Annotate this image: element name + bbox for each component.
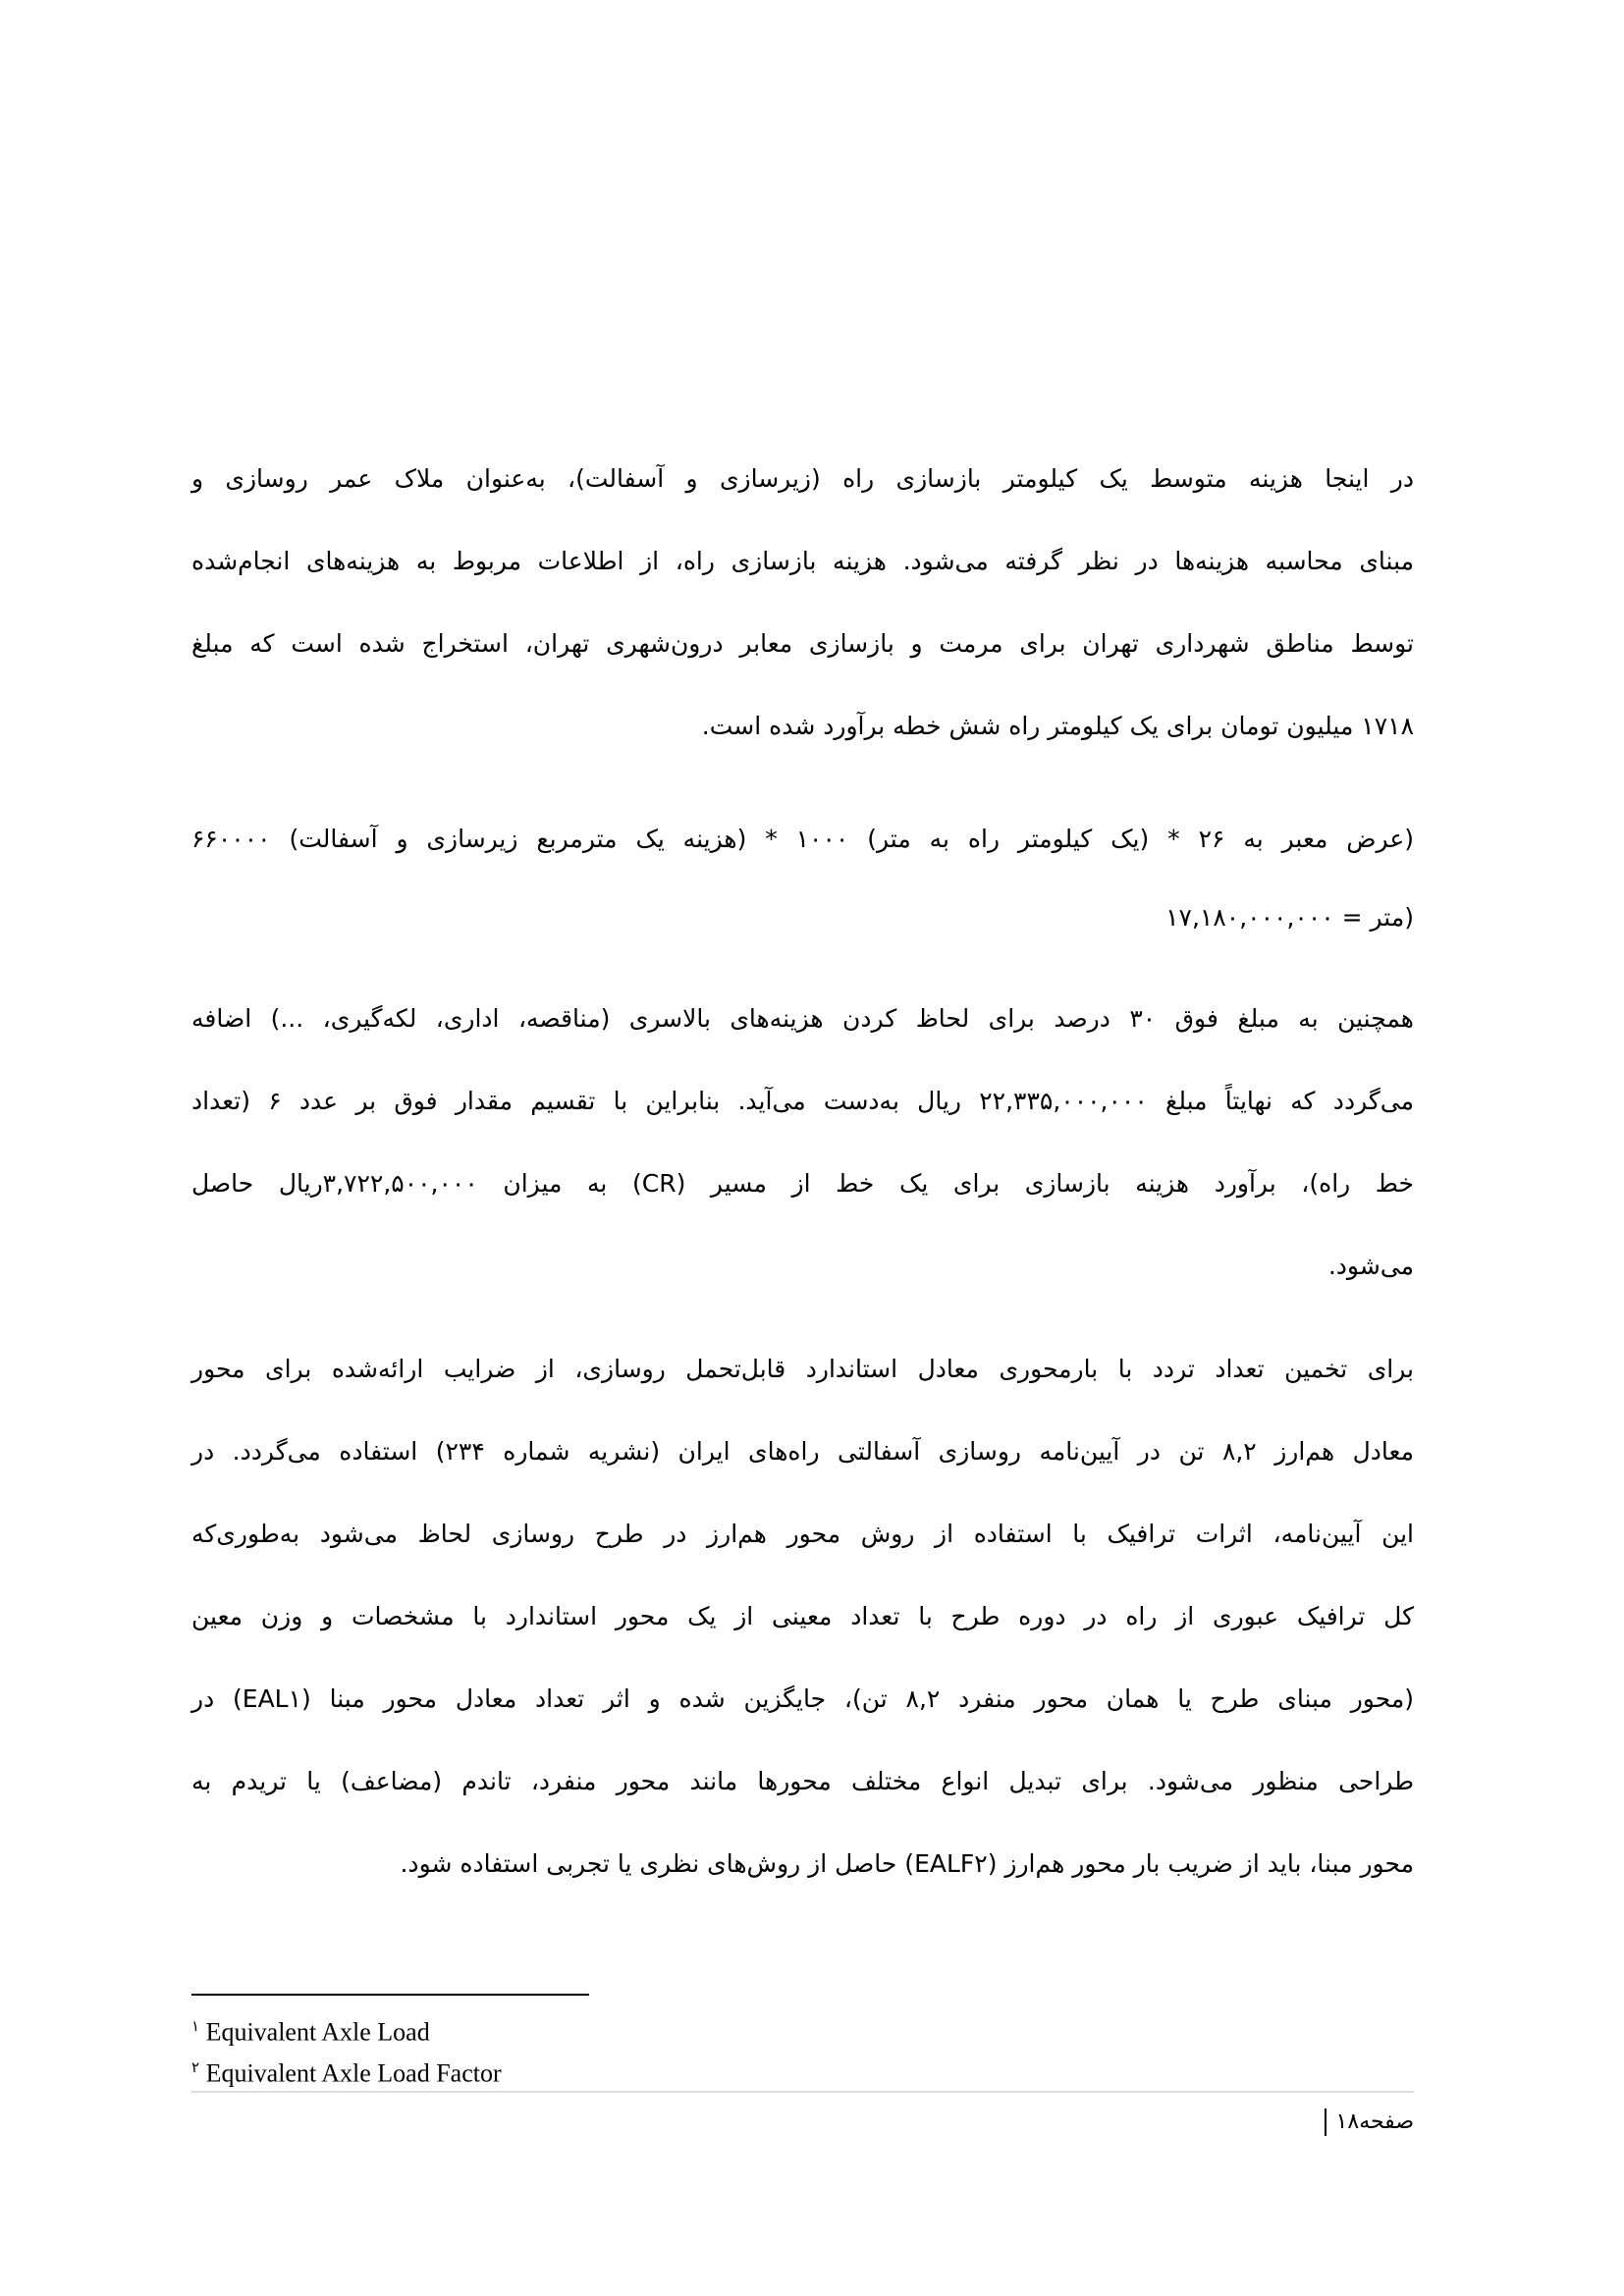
footnote-text: Equivalent Axle Load [205,2017,430,2047]
formula-line: (عرض معبر به ۲۶ * (یک کیلومتر راه به متر) ۱۰۰۰ * (هزینه یک مترمربع زیرسازی و آسفالت) ۶۶۰۰۰۰ [191,825,1414,853]
text-line: خط راه)، برآورد هزینه بازسازی برای یک خط از مسیر (CR) به میزان ۳,۷۲۲,۵۰۰,۰۰۰ریال حاصل [191,1169,1414,1198]
text-line: توسط مناطق شهرداری تهران برای مرمت و بازسازی معابر درون‌شهری تهران، استخراج شده است که مبلغ [191,629,1414,658]
text-line: همچنین به مبلغ فوق ۳۰ درصد برای لحاظ کردن هزینه‌های بالاسری (مناقصه، اداری، لکه‌گیری، ...) اضافه [191,1004,1414,1033]
footnote-mark: ۱ [191,2019,200,2035]
text-line: می‌شود. [1327,1252,1414,1280]
text-line: این آیین‌نامه، اثرات ترافیک با استفاده از روش محور هم‌ارز در طرح روسازی لحاظ می‌شود به‌طوری‌که [191,1520,1414,1548]
footer-divider [191,2091,1414,2093]
text-line: کل ترافیک عبوری از راه در دوره طرح با تعداد معینی از یک محور استاندارد با مشخصات و وزن معین [191,1602,1414,1630]
text-line: محور مبنا، باید از ضریب بار محور هم‌ارز (EALF۲) حاصل از روش‌های نظری یا تجربی استفاده شود. [400,1849,1414,1878]
page-number: صفحه۱۸ [1335,2109,1414,2134]
text-line: می‌گردد که نهایتاً مبلغ ۲۲,۳۳۵,۰۰۰,۰۰۰ ریال به‌دست می‌آید. بنابراین با تقسیم مقدار فوق بر عدد ۶ (تعداد [191,1087,1414,1115]
text-line: ۱۷۱۸ میلیون تومان برای یک کیلومتر راه شش خطه برآورد شده است. [701,712,1414,740]
text-line: (محور مبنای طرح یا همان محور منفرد ۸,۲ تن)، جایگزین شده و اثر تعداد معادل محور مبنا (EAL۱) در [191,1684,1415,1713]
page-footer [1325,2107,1414,2138]
footnote-2 [191,2053,502,2090]
text-line: معادل هم‌ارز ۸,۲ تن در آیین‌نامه روسازی آسفالتی راه‌های ایران (نشریه شماره ۲۳۴) استفاده می‌گردد. در [191,1437,1414,1466]
footnote-mark: ۲ [191,2060,200,2076]
footnote-text: Equivalent Axle Load Factor [205,2058,502,2088]
footer-bar [1325,2109,1326,2136]
footnote-1 [191,2011,430,2049]
formula-result: (متر = ۱۷,۱۸۰,۰۰۰,۰۰۰ [1165,903,1414,932]
text-line: در اینجا هزینه متوسط یک کیلومتر بازسازی راه (زیرسازی و آسفالت)، به‌عنوان ملاک عمر روسازی و [191,464,1414,493]
text-line: مبنای محاسبه هزینه‌ها در نظر گرفته می‌شود. هزینه بازسازی راه، از اطلاعات مربوط به هزینه‌های انجام‌شده [191,547,1414,575]
text-line: برای تخمین تعداد تردد با بارمحوری معادل استاندارد قابل‌تحمل روسازی، از ضرایب ارائه‌شده برای محور [191,1355,1414,1383]
text-line: طراحی منظور می‌شود. برای تبدیل انواع مختلف محورها مانند محور منفرد، تاندم (مضاعف) یا تریدم به [191,1767,1414,1795]
footnote-separator [191,1994,589,1996]
